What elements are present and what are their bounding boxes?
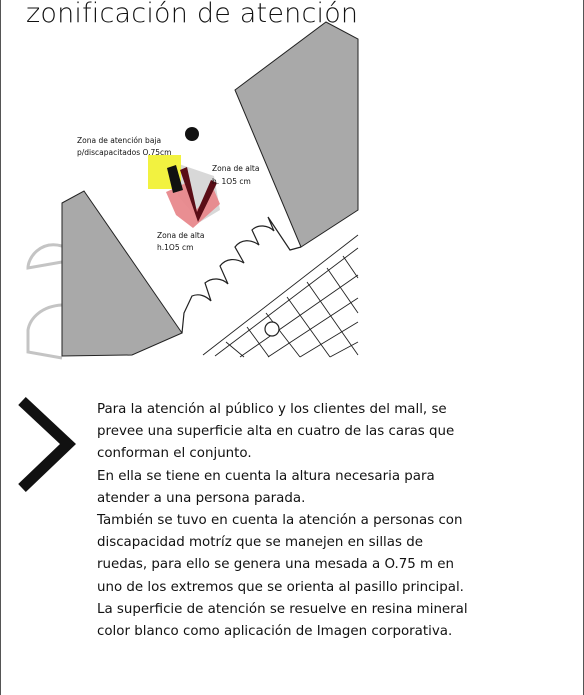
- description-line: En ella se tiene en cuenta la altura necesaria para: [97, 468, 435, 484]
- right-building-block: [235, 22, 358, 247]
- description-line: conforman el conjunto.: [97, 446, 252, 462]
- description-line: Para la atención al público y los clientes del mall, se: [97, 402, 447, 417]
- chevron-right-icon: [16, 396, 76, 496]
- description-line: La superficie de atención se resuelve en resina mineral: [97, 601, 468, 617]
- floor-grid: [203, 235, 358, 357]
- description-line: También se tuvo en cuenta la atención a personas con: [97, 513, 463, 529]
- description-line: ruedas, para ello se genera una mesada a O.75 m en: [97, 557, 455, 573]
- description-line: atender a una persona parada.: [97, 490, 306, 506]
- column-circle: [265, 322, 279, 336]
- high-zone-left-label-line1: Zona de alta: [157, 231, 205, 240]
- left-building-block: [62, 191, 182, 356]
- description-paragraph: [97, 399, 527, 643]
- description-line: prevee una superficie alta en cuatro de las caras que: [97, 424, 455, 440]
- high-zone-right-label-line1: Zona de alta: [212, 164, 260, 173]
- left-curved-outline: [28, 245, 62, 358]
- low-zone-label-line2: p/discapacitados O.75cm: [77, 148, 172, 157]
- low-zone-label-line1: Zona de atención baja: [77, 136, 162, 145]
- black-dot-marker: [185, 127, 199, 141]
- description-line: discapacidad motríz que se manejen en sillas de: [97, 535, 423, 551]
- description-line: uno de los extremos que se orienta al pasillo principal.: [97, 579, 464, 595]
- high-zone-left-label-line2: h.1O5 cm: [157, 243, 194, 252]
- high-zone-right-label-line2: h. 1O5 cm: [212, 177, 251, 186]
- page-title: zonificación de atención: [26, 0, 359, 29]
- description-line: color blanco como aplicación de Imagen corporativa.: [97, 624, 453, 640]
